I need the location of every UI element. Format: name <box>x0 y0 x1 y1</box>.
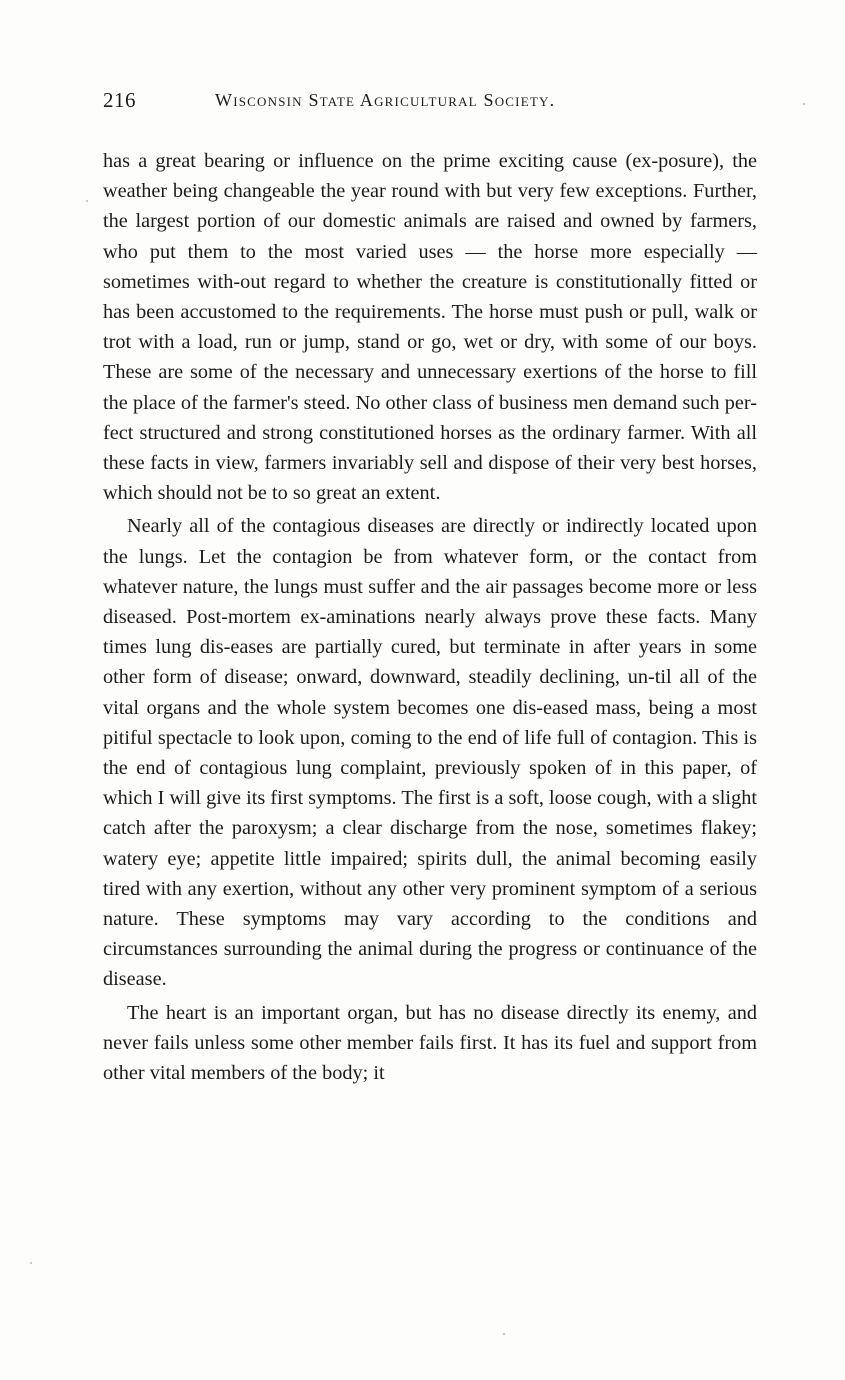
paragraph-1: has a great bearing or influence on the prime exciting cause (ex-posure), the weather being changeable the year round with but very few exceptions. Further, the largest portion of our domestic animals are raised and owned by farmers, who put them to the most varied uses — the horse more especially — sometimes with-out regard to whether the creature is constitutionally fitted or has been accustomed to the requirements. The horse must push or pull, walk or trot with a load, run or jump, stand or go, wet or dry, with some of our boys. These are some of the necessary and unnecessary exertions of the horse to fill the place of the farmer's steed. No other class of business men demand such per-fect structured and strong constitutioned horses as the ordinary farmer. With all these facts in view, farmers invariably sell and dispose of their very best horses, which should not be to so great an extent. <box>103 150 757 505</box>
paragraph-2: Nearly all of the contagious diseases are directly or indirectly located upon the lungs. Let the contagion be from whatever form, or the contact from whatever nature, the lungs must suffer and the air passages become more or less diseased. Post-mortem ex-aminations nearly always prove these facts. Many times lung dis-eases are partially cured, but terminate in after years in some other form of disease; onward, downward, steadily declining, un-til all of the vital organs and the whole system becomes one dis-eased mass, being a most pitiful spectacle to look upon, coming to the end of life full of contagion. This is the end of contagious lung complaint, previously spoken of in this paper, of which I will give its first symptoms. The first is a soft, loose cough, with a slight catch after the paroxysm; a clear discharge from the nose, sometimes flakey; watery eye; appetite little impaired; spirits dull, the animal becoming easily tired with any exertion, without any other very prominent symptom of a serious nature. These symptoms may vary according to the conditions and circumstances surrounding the animal during the progress or continuance of the disease. <box>103 515 757 991</box>
print-speck <box>86 200 88 202</box>
running-title: Wisconsin State Agricultural Society. <box>215 90 556 110</box>
page-number: 216 <box>103 88 136 112</box>
body-text <box>103 146 757 1088</box>
print-speck <box>503 1333 505 1335</box>
print-speck <box>803 103 805 105</box>
paragraph-3: The heart is an important organ, but has no disease directly its enemy, and never fails unless some other member fails first. It has its fuel and support from other vital members of the body; it <box>103 1001 757 1085</box>
print-speck <box>30 1262 32 1264</box>
page-header <box>103 88 757 122</box>
